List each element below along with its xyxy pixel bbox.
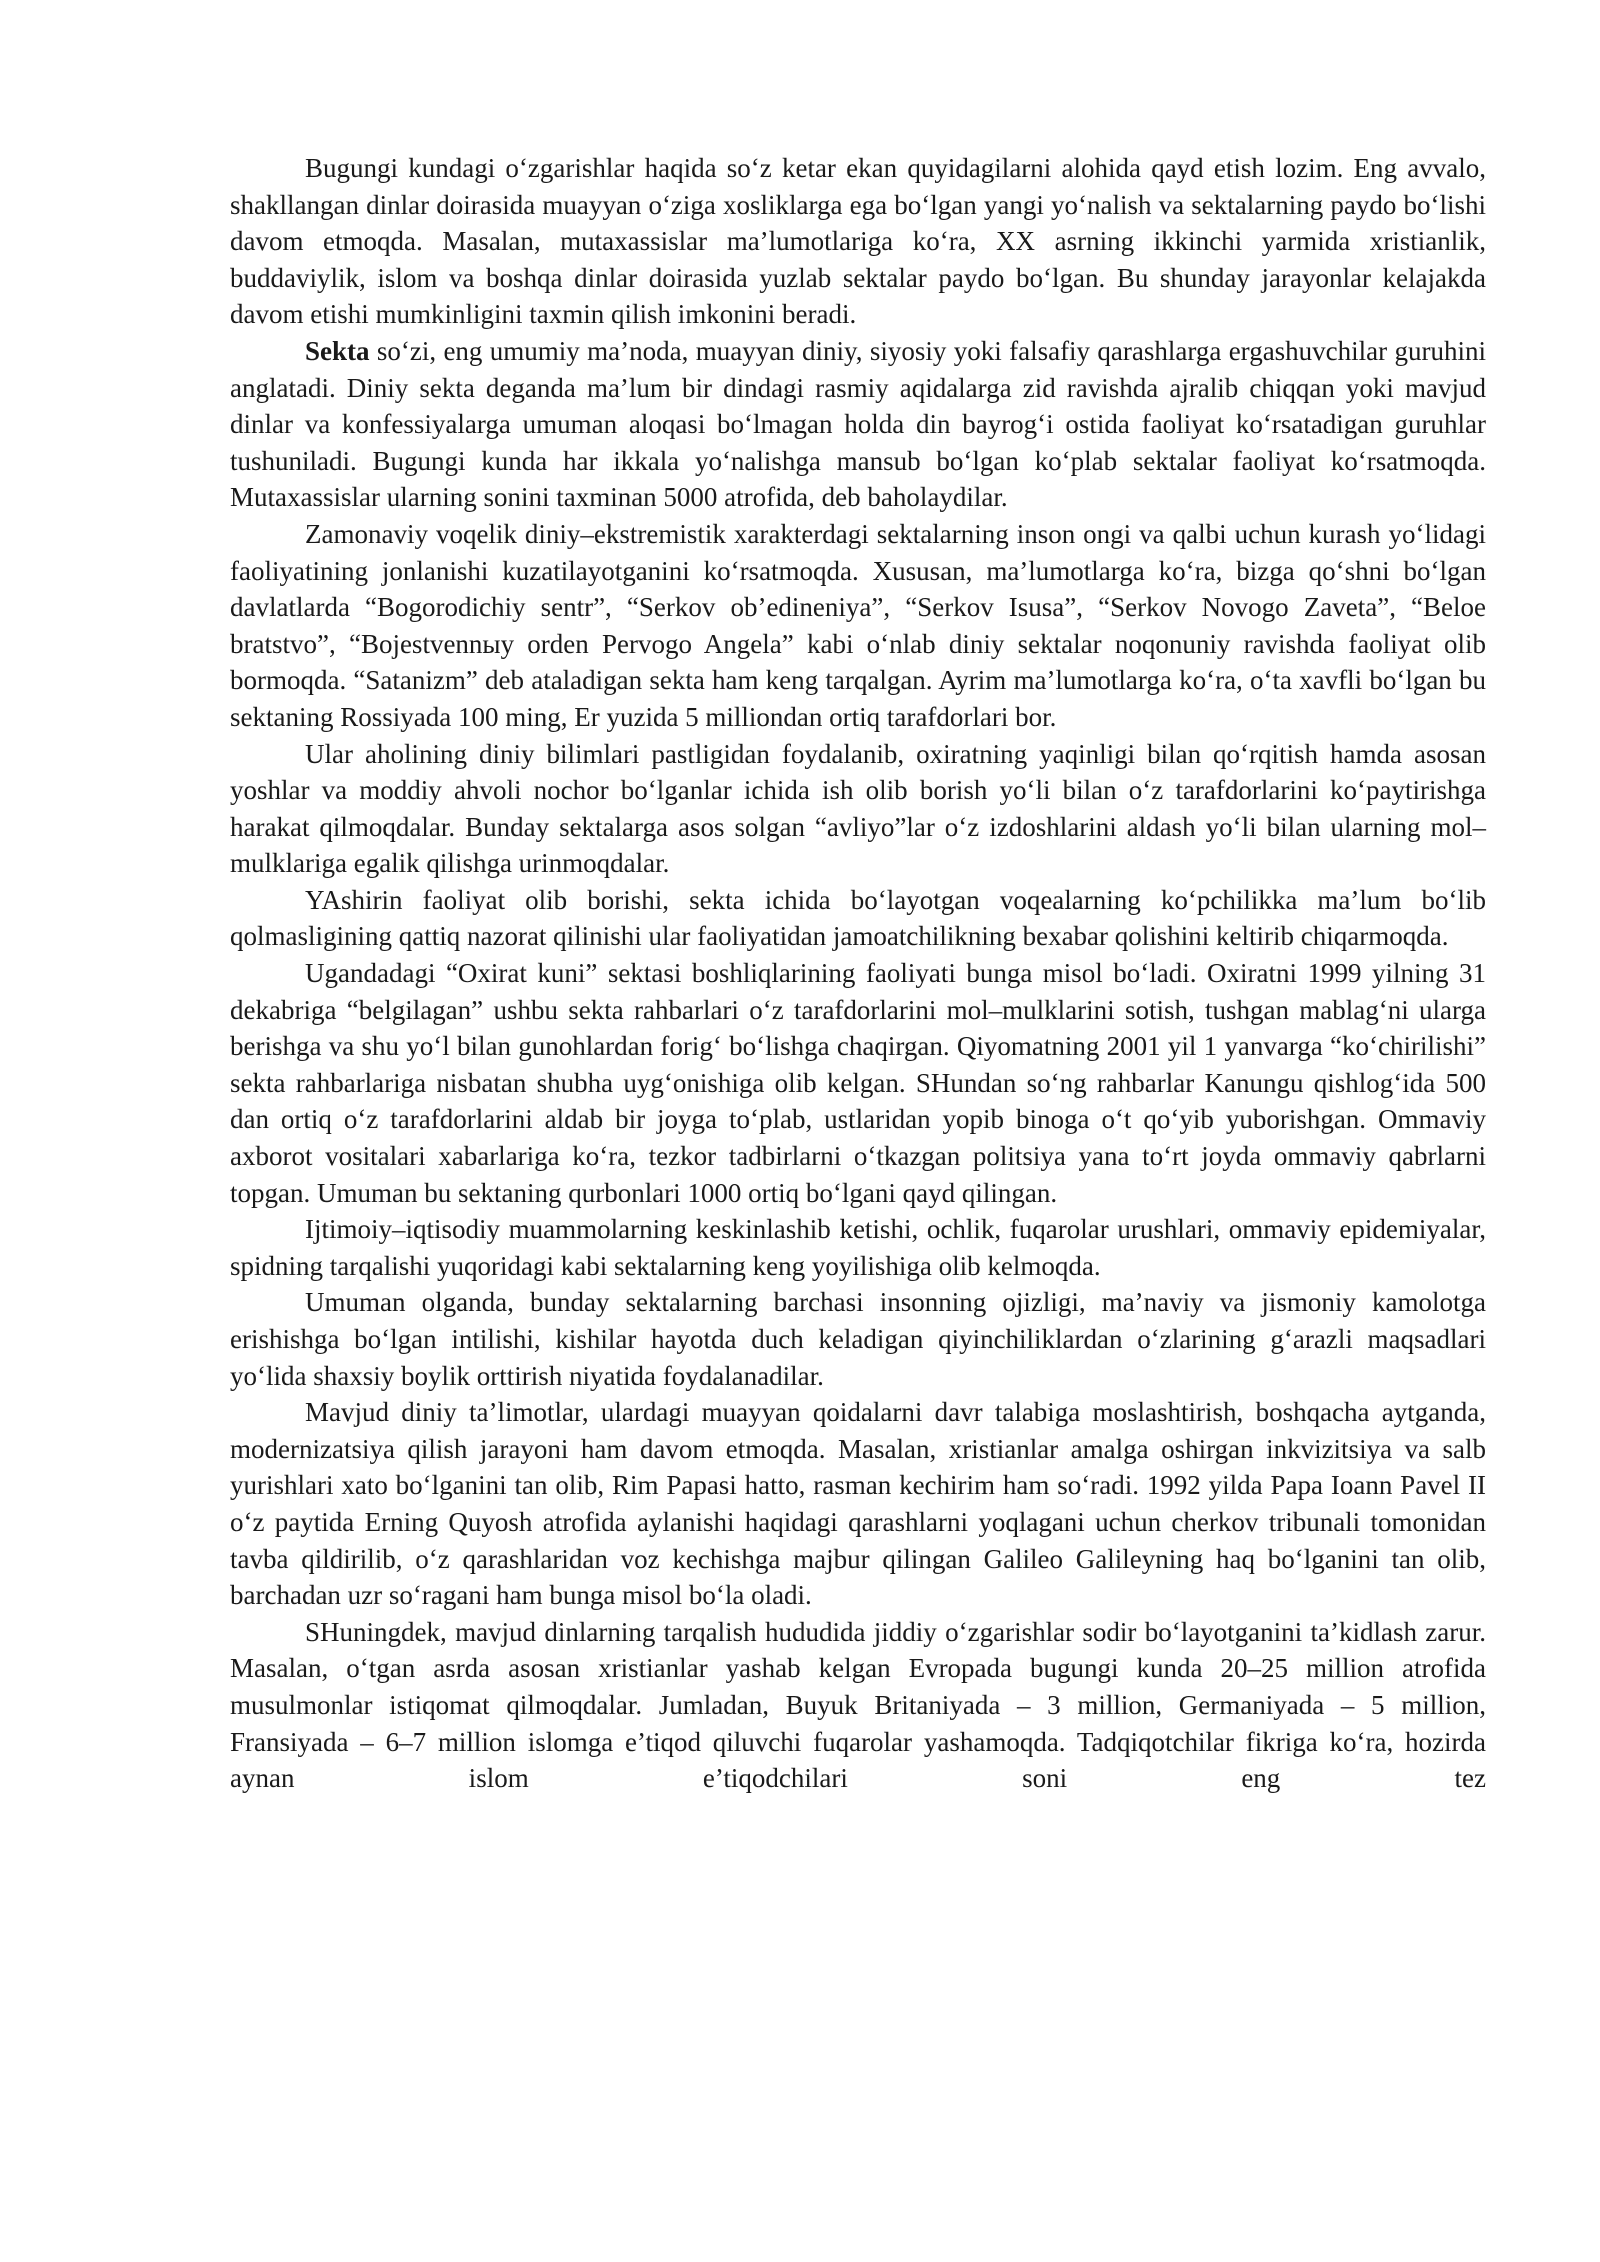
term-sekta: Sekta (305, 335, 370, 366)
document-page (230, 150, 1486, 1797)
paragraph-4: Ular aholining diniy bilimlari pastligidan foydalanib, oxiratning yaqinligi bilan qo‘rqitish hamda asosan yoshlar va moddiy ahvoli nochor bo‘lganlar ichida ish olib borish yo‘li bilan o‘z tarafdorlarini ko‘paytirishga harakat qilmoqdalar. Bunday sektalarga asos solgan “avliyo”lar o‘z izdoshlarini aldash yo‘li bilan ularning mol–mulklariga egalik qilishga urinmoqdalar. (230, 738, 1486, 879)
paragraph-3: Zamonaviy voqelik diniy–ekstremistik xarakterdagi sektalarning inson ongi va qalbi uchun kurash yo‘lidagi faoliyatining jonlanishi kuzatilayotganini ko‘rsatmoqda. Xususan, ma’lumotlarga ko‘ra, bizga qo‘shni bo‘lgan davlatlarda “Bogorodichiy sentr”, “Serkov ob’edineniya”, “Serkov Isusa”, “Serkov Novogo Zaveta”, “Beloe bratstvo”, “Bojestvennыy orden Pervogo Angela” kabi o‘nlab diniy sektalar noqonuniy ravishda faoliyat olib bormoqda. “Satanizm” deb ataladigan sekta ham keng tarqalgan. Ayrim ma’lumotlarga ko‘ra, o‘ta xavfli bo‘lgan bu sektaning Rossiyada 100 ming, Er yuzida 5 milliondan ortiq tarafdorlari bor. (230, 518, 1486, 732)
paragraph-7: Ijtimoiy–iqtisodiy muammolarning keskinlashib ketishi, ochlik, fuqarolar urushlari, ommaviy epidemiyalar, spidning tarqalishi yuqoridagi kabi sektalarning keng yoyilishiga olib kelmoqda. (230, 1214, 1486, 1281)
paragraph-2-text: so‘zi, eng umumiy ma’noda, muayyan diniy, siyosiy yoki falsafiy qarashlarga ergashuvchilar guruhini anglatadi. Diniy sekta deganda ma’lum bir dindagi rasmiy aqidalarga zid ravishda ajralib chiqqan yoki mavjud dinlar va konfessiyalarga umuman aloqasi bo‘lmagan holda din bayrog‘i ostida faoliyat ko‘rsatadigan guruhlar tushuniladi. Bugungi kunda har ikkala yo‘nalishga mansub bo‘lgan ko‘plab sektalar faoliyat ko‘rsatmoqda. Mutaxassislar ularning sonini taxminan 5000 atrofida, deb baholaydilar. (230, 335, 1486, 513)
paragraph-2 (230, 333, 1486, 516)
paragraph-10: SHuningdek, mavjud dinlarning tarqalish hududida jiddiy o‘zgarishlar sodir bo‘layotganini ta’kidlash zarur. Masalan, o‘tgan asrda asosan xristianlar yashab kelgan Evropada bugungi kunda 20–25 million atrofida musulmonlar istiqomat qilmoqdalar. Jumladan, Buyuk Britaniyada – 3 million, Germaniyada – 5 million, Fransiyada – 6–7 million islomga e’tiqod qiluvchi fuqarolar yashamoqda. Tadqiqotchilar fikriga ko‘ra, hozirda aynan islom e’tiqodchilari soni eng tez (230, 1616, 1486, 1794)
paragraph-1: Bugungi kundagi o‘zgarishlar haqida so‘z ketar ekan quyidagilarni alohida qayd etish lozim. Eng avvalo, shakllangan dinlar doirasida muayyan o‘ziga xosliklarga ega bo‘lgan yangi yo‘nalish va sektalarning paydo bo‘lishi davom etmoqda. Masalan, mutaxassislar ma’lumotlariga ko‘ra, XX asrning ikkinchi yarmida xristianlik, buddaviylik, islom va boshqa dinlar doirasida yuzlab sektalar paydo bo‘lgan. Bu shunday jarayonlar kelajakda davom etishi mumkinligini taxmin qilish imkonini beradi. (230, 153, 1486, 330)
paragraph-5: YAshirin faoliyat olib borishi, sekta ichida bo‘layotgan voqealarning ko‘pchilikka ma’lum bo‘lib qolmasligining qattiq nazorat qilinishi ular faoliyatidan jamoatchilikning bexabar qolishini keltirib chiqarmoqda. (230, 884, 1486, 952)
paragraph-6: Ugandadagi “Oxirat kuni” sektasi boshliqlarining faoliyati bunga misol bo‘ladi. Oxiratni 1999 yilning 31 dekabriga “belgilagan” ushbu sekta rahbarlari o‘z tarafdorlarini mol–mulklarini sotish, tushgan mablag‘ni ularga berishga va shu yo‘l bilan gunohlardan forig‘ bo‘lishga chaqirgan. Qiyomatning 2001 yil 1 yanvarga “ko‘chirilishi” sekta rahbarlariga nisbatan shubha uyg‘onishiga olib kelgan. SHundan so‘ng rahbarlar Kanungu qishlog‘ida 500 dan ortiq o‘z tarafdorlarini aldab bir joyga to‘plab, ustlaridan yopib binoga o‘t qo‘yib yuborishgan. Ommaviy axborot vositalari xabarlariga ko‘ra, tezkor tadbirlarni o‘tkazgan politsiya yana to‘rt joyda ommaviy qabrlarni topgan. Umuman bu sektaning qurbonlari 1000 ortiq bo‘lgani qayd qilingan. (230, 958, 1486, 1208)
paragraph-9: Mavjud diniy ta’limotlar, ulardagi muayyan qoidalarni davr talabiga moslashtirish, boshqacha aytganda, modernizatsiya qilish jarayoni ham davom etmoqda. Masalan, xristianlar amalga oshirgan inkvizitsiya va salb yurishlari xato bo‘lganini tan olib, Rim Papasi hatto, rasman kechirim ham so‘radi. 1992 yilda Papa Ioann Pavel II o‘z paytida Erning Quyosh atrofida aylanishi haqidagi qarashlarni yoqlagani uchun cherkov tribunali tomonidan tavba qildirilib, o‘z qarashlaridan voz kechishga majbur qilingan Galileo Galileyning haq bo‘lganini tan olib, barchadan uzr so‘ragani ham bunga misol bo‘la oladi. (230, 1397, 1486, 1611)
paragraph-8: Umuman olganda, bunday sektalarning barchasi insonning ojizligi, ma’naviy va jismoniy kamolotga erishishga bo‘lgan intilishi, kishilar hayotda duch keladigan qiyinchiliklardan o‘zlarining g‘arazli maqsadlari yo‘lida shaxsiy boylik orttirish niyatida foydalanadilar. (230, 1287, 1486, 1391)
